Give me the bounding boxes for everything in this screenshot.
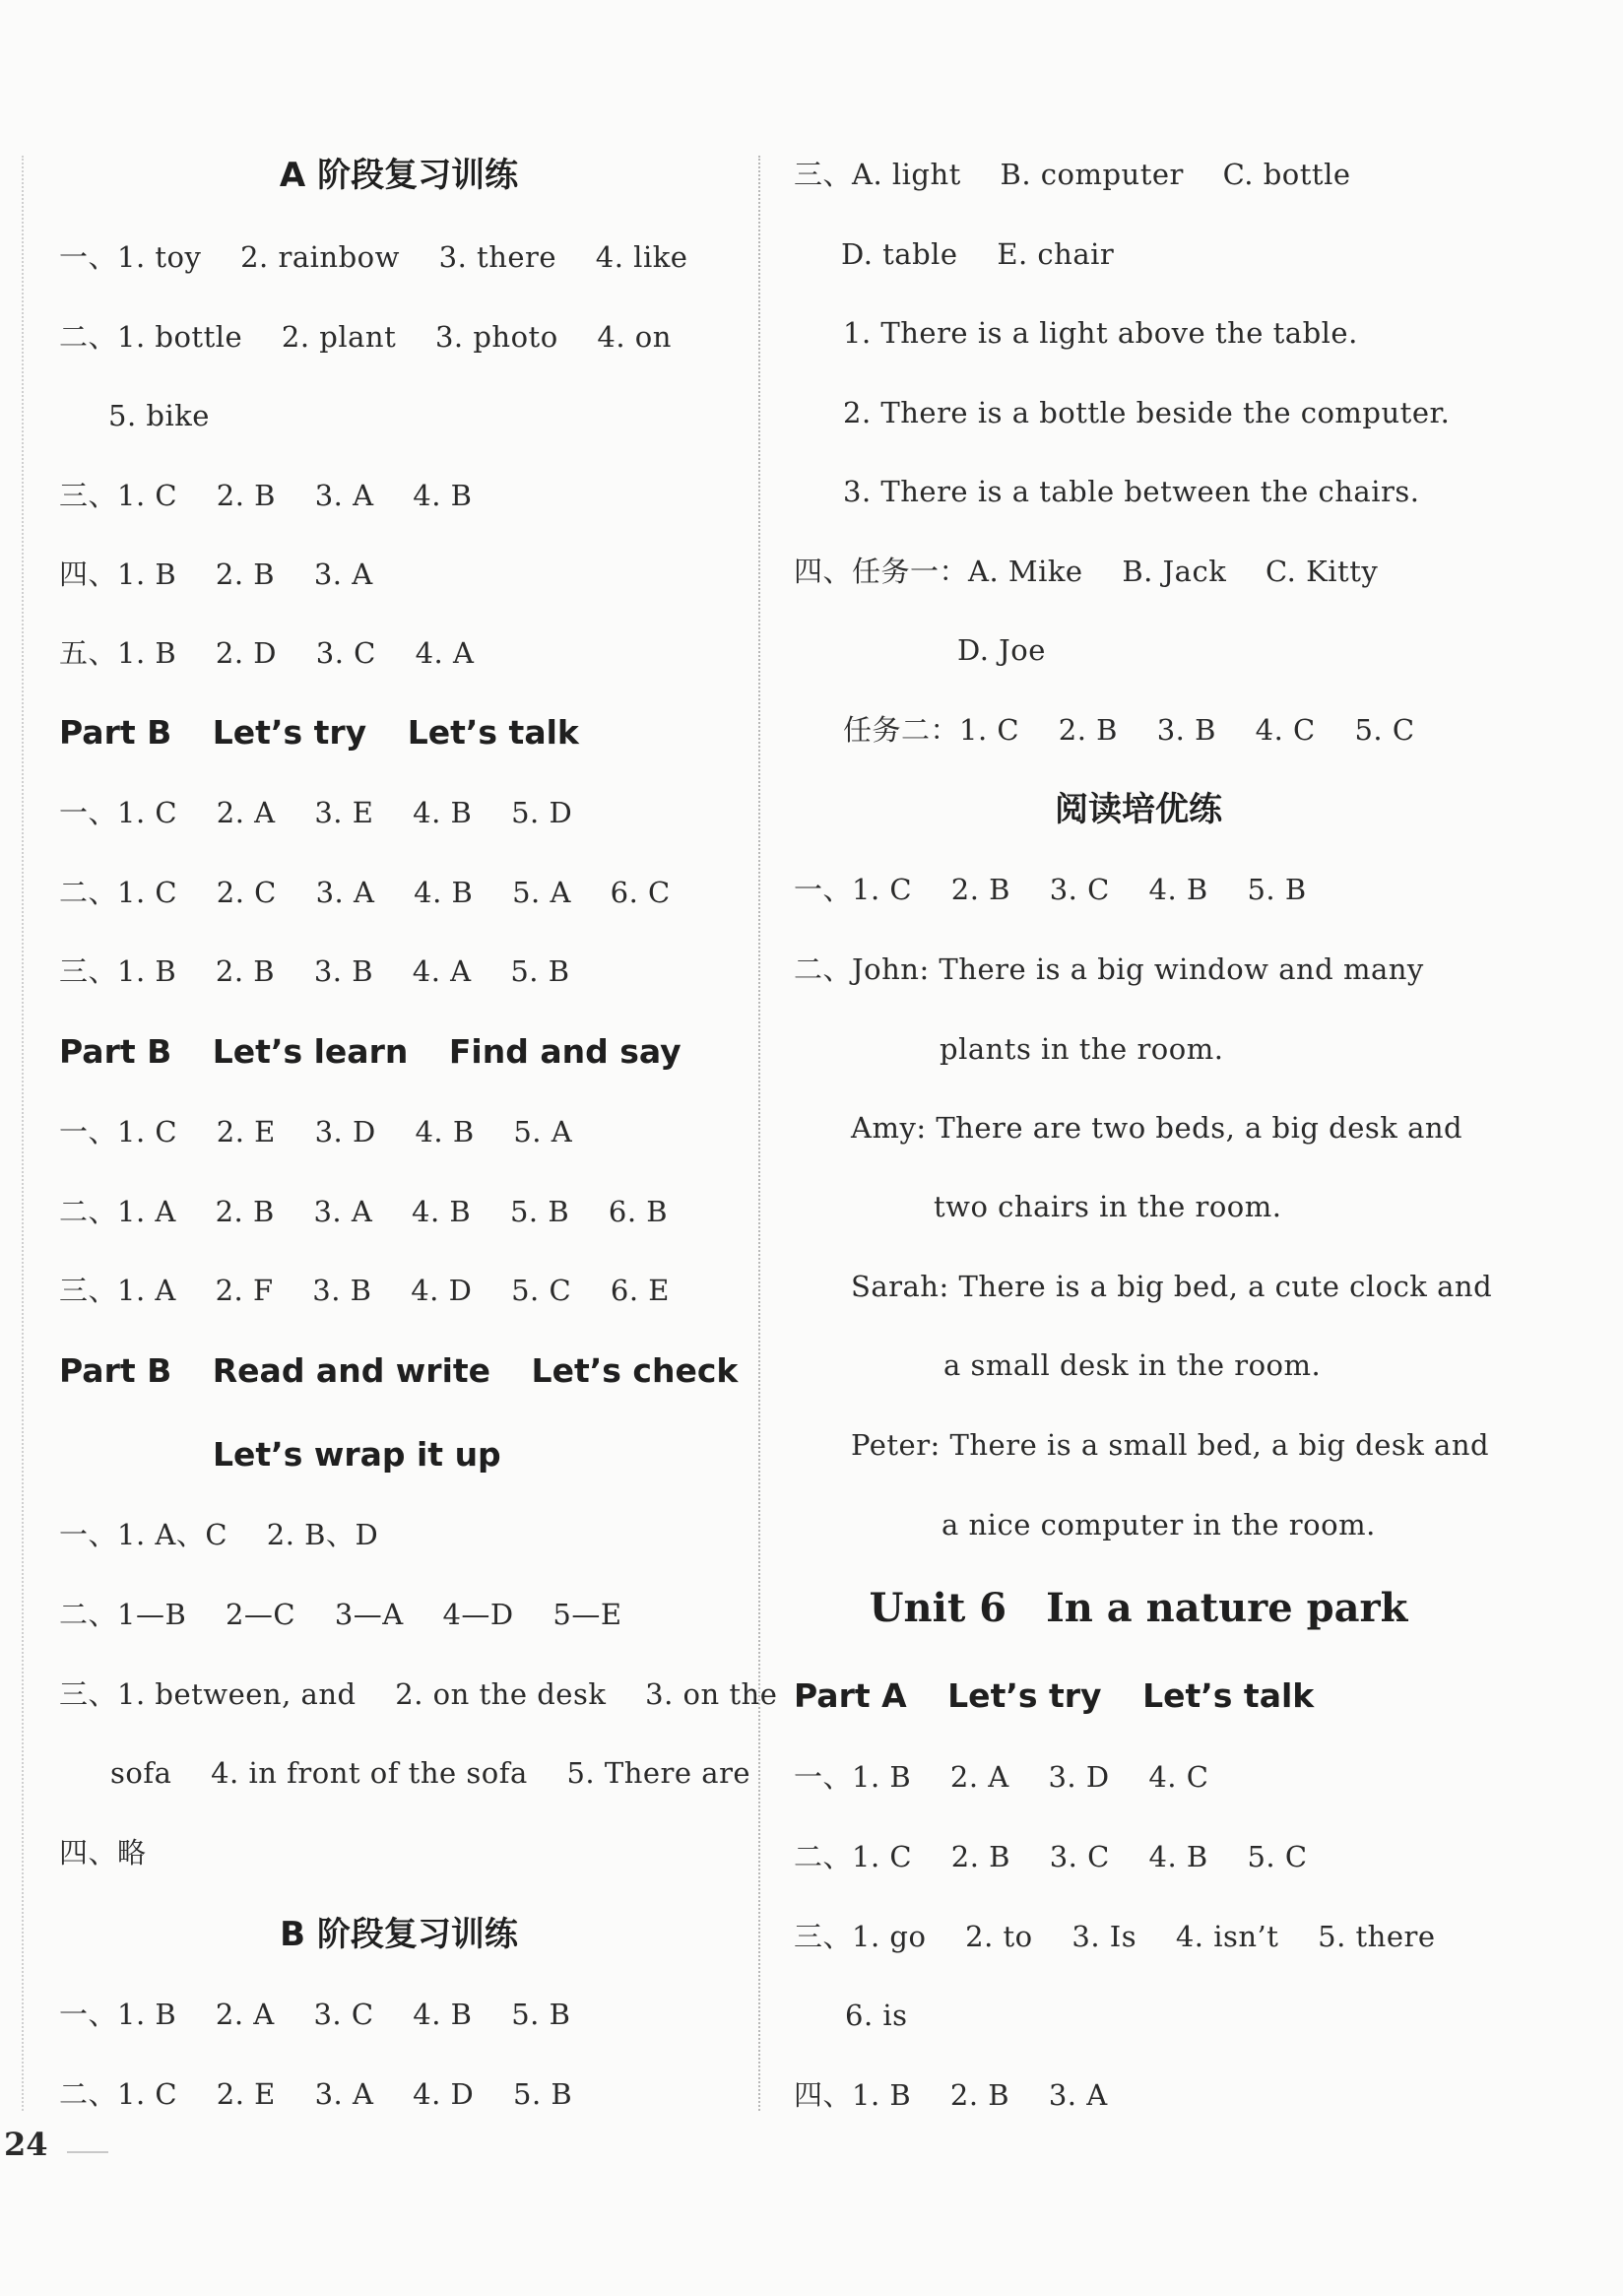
- answer-item: 4. A: [412, 954, 472, 988]
- heading-part: Part A: [794, 1676, 907, 1715]
- answer-item: 2. B: [215, 954, 276, 988]
- answer-item: 4. B: [414, 876, 474, 909]
- answer-line: [794, 1752, 1208, 1802]
- answer-item: 3. B: [312, 1274, 372, 1307]
- answer-item: 3. C: [313, 1998, 374, 2031]
- answer-item: 三、1. B: [59, 954, 177, 988]
- answer-line: [794, 1832, 1308, 1881]
- answer-item: 4. B: [1148, 873, 1208, 906]
- heading-part: Let’s talk: [1142, 1676, 1315, 1715]
- answer-item: 4. B: [413, 1998, 473, 2031]
- answer-line: [794, 1912, 1436, 1961]
- answer-item: 3. A: [313, 558, 373, 591]
- answer-item: 5. There are: [566, 1756, 751, 1790]
- answer-line: [59, 2069, 572, 2119]
- answer-item: 三、1. between, and: [59, 1677, 357, 1711]
- answer-item: 2. B: [215, 558, 276, 591]
- answer-line: 四、略: [59, 1836, 147, 1870]
- answer-item: 一、1. B: [794, 1760, 912, 1794]
- answer-line: [841, 230, 1114, 279]
- answer-item: 5. D: [511, 796, 573, 829]
- answer-item: 5—E: [552, 1598, 622, 1631]
- answer-item: 二、1. C: [59, 2077, 178, 2111]
- answer-line: 5. bike: [108, 399, 210, 432]
- heading-part: Part B: [59, 713, 172, 752]
- answer-item: 3. D: [314, 1115, 376, 1148]
- answer-line: [59, 1266, 670, 1315]
- answer-item: 5. C: [511, 1274, 572, 1307]
- heading-part: Find and say: [448, 1032, 682, 1071]
- answer-item: 3. A: [315, 876, 375, 909]
- section-heading: [794, 1669, 1314, 1724]
- heading-part: Read and write: [212, 1351, 491, 1390]
- answer-item: 二、1. bottle: [59, 320, 243, 354]
- section-heading-continued: Let’s wrap it up: [213, 1435, 501, 1474]
- answer-item: 2. C: [216, 876, 277, 909]
- answer-item: 4. B: [412, 1195, 472, 1228]
- answer-item: 2. B: [1058, 713, 1118, 747]
- answer-item: B. computer: [1000, 158, 1184, 191]
- answer-item: 4. isn’t: [1175, 1920, 1279, 1953]
- answer-line: [59, 947, 570, 996]
- answer-item: 3. A: [314, 479, 374, 512]
- answer-item: 3. B: [1156, 713, 1216, 747]
- answer-line: Sarah: There is a big bed, a cute clock and: [851, 1270, 1493, 1303]
- heading-part: Let’s try: [212, 713, 367, 752]
- section-heading: [59, 705, 579, 760]
- answer-item: 一、1. toy: [59, 240, 202, 274]
- heading-part: Let’s talk: [407, 713, 579, 752]
- answer-item: C. Kitty: [1266, 555, 1379, 588]
- answer-item: 5. B: [513, 2077, 573, 2111]
- answer-item: 3. E: [314, 796, 374, 829]
- answer-item: 4. B: [413, 796, 473, 829]
- answer-item: 5. C: [1247, 1840, 1308, 1873]
- section-title-reading: 阅读培优练: [1055, 790, 1222, 829]
- answer-line: [59, 550, 373, 599]
- answer-line: 3. There is a table between the chairs.: [843, 475, 1420, 508]
- answer-item: 4. like: [595, 240, 688, 274]
- answer-item: 二、1. C: [794, 1840, 913, 1873]
- heading-part: Let’s try: [947, 1676, 1102, 1715]
- answer-item: 三、1. go: [794, 1920, 927, 1953]
- section-title-a-review: A 阶段复习训练: [279, 156, 519, 195]
- answer-item: 二、1. C: [59, 876, 178, 909]
- answer-item: 4. in front of the sofa: [211, 1756, 528, 1790]
- answer-item: 2—C: [225, 1598, 296, 1631]
- answer-item: 2. D: [215, 636, 278, 670]
- answer-item: 3. C: [315, 636, 376, 670]
- answer-item: 3. photo: [434, 320, 558, 354]
- answer-item: 4. C: [1148, 1760, 1209, 1794]
- answer-item: 6. C: [610, 876, 671, 909]
- answer-item: 2. B: [950, 873, 1010, 906]
- answer-item: 三、1. C: [59, 479, 178, 512]
- answer-item: 3. there: [438, 240, 557, 274]
- answer-item: 4. D: [413, 2077, 475, 2111]
- answer-item: 3. C: [1049, 873, 1110, 906]
- answer-item: 3. A: [1048, 2078, 1108, 2112]
- answer-line: plants in the room.: [940, 1032, 1224, 1066]
- answer-item: 2. A: [949, 1760, 1009, 1794]
- answer-line: [794, 547, 1378, 596]
- answer-line: [794, 150, 1351, 199]
- answer-item: 2. on the desk: [395, 1677, 607, 1711]
- answer-item: E. chair: [997, 237, 1115, 271]
- page-number: 24: [4, 2126, 48, 2163]
- margin-rule: [22, 156, 24, 2111]
- answer-line: 2. There is a bottle beside the computer.: [843, 396, 1451, 429]
- answer-item: 5. B: [511, 1998, 571, 2031]
- answer-item: 2. F: [215, 1274, 274, 1307]
- answer-line: a small desk in the room.: [943, 1348, 1322, 1382]
- answer-item: 3. B: [313, 954, 374, 988]
- answer-item: 3. C: [1049, 1840, 1110, 1873]
- answer-line: [843, 705, 1415, 754]
- answer-item: 任务二：1. C: [843, 713, 1020, 747]
- answer-item: 四、1. B: [59, 558, 177, 591]
- answer-item: 四、任务一：A. Mike: [794, 555, 1083, 588]
- answer-line: [59, 1590, 622, 1639]
- answer-item: 5. B: [1247, 873, 1307, 906]
- answer-line: [59, 471, 472, 520]
- answer-item: 2. B: [949, 2078, 1010, 2112]
- answer-line: a nice computer in the room.: [941, 1508, 1376, 1542]
- answer-line: 6. is: [845, 1999, 908, 2032]
- answer-item: 3. A: [314, 2077, 374, 2111]
- answer-item: 2. A: [215, 1998, 275, 2031]
- answer-item: 2. B: [950, 1840, 1010, 1873]
- answer-item: 2. E: [216, 1115, 276, 1148]
- heading-part: Let’s learn: [212, 1032, 409, 1071]
- answer-line: [59, 628, 474, 678]
- answer-item: 二、1. A: [59, 1195, 176, 1228]
- answer-item: 4. on: [597, 320, 672, 354]
- answer-item: 2. plant: [281, 320, 397, 354]
- answer-item: 2. rainbow: [240, 240, 400, 274]
- answer-item: 一、1. B: [59, 1998, 177, 2031]
- answer-item: 6. B: [608, 1195, 669, 1228]
- answer-item: 3. D: [1048, 1760, 1110, 1794]
- answer-item: 2. to: [965, 1920, 1033, 1953]
- answer-item: 4. D: [411, 1274, 473, 1307]
- answer-line: [59, 1990, 570, 2039]
- answer-item: 4. A: [415, 636, 475, 670]
- section-heading: [59, 1344, 738, 1399]
- answer-item: 3. Is: [1071, 1920, 1137, 1953]
- answer-item: 4. C: [1255, 713, 1316, 747]
- answer-item: 2. E: [216, 2077, 276, 2111]
- heading-part: Part B: [59, 1032, 172, 1071]
- answer-line: [59, 1670, 777, 1719]
- answer-line: [59, 1510, 378, 1559]
- answer-item: 五、1. B: [59, 636, 177, 670]
- answer-item: 四、1. B: [794, 2078, 912, 2112]
- answer-item: B. Jack: [1122, 555, 1227, 588]
- answer-item: 二、1—B: [59, 1598, 187, 1631]
- answer-item: 一、1. C: [794, 873, 913, 906]
- answer-item: C. bottle: [1222, 158, 1351, 191]
- answer-item: 3. A: [313, 1195, 373, 1228]
- answer-line: [110, 1748, 750, 1798]
- answer-item: 4—D: [442, 1598, 514, 1631]
- answer-item: 一、1. A、C: [59, 1518, 228, 1551]
- answer-item: 2. B: [216, 479, 276, 512]
- section-heading: [59, 1024, 682, 1080]
- answer-item: 5. A: [512, 876, 571, 909]
- answer-item: 2. B: [215, 1195, 275, 1228]
- answer-line: 二、John: There is a big window and many: [794, 952, 1424, 986]
- section-title-b-review: B 阶段复习训练: [280, 1915, 518, 1954]
- answer-line: [59, 312, 672, 361]
- answer-item: 2. A: [216, 796, 276, 829]
- answer-line: two chairs in the room.: [934, 1190, 1282, 1223]
- answer-line: [59, 788, 572, 837]
- answer-item: 3. on the: [645, 1677, 778, 1711]
- heading-part: Part B: [59, 1351, 172, 1390]
- heading-part: Let’s check: [531, 1351, 739, 1390]
- answer-item: 5. there: [1318, 1920, 1436, 1953]
- answer-line: D. Joe: [957, 633, 1046, 667]
- answer-line: 1. There is a light above the table.: [843, 316, 1358, 350]
- answer-line: [59, 232, 687, 282]
- answer-line: Peter: There is a small bed, a big desk and: [851, 1428, 1490, 1462]
- column-divider: [758, 156, 760, 2111]
- answer-item: 一、1. C: [59, 1115, 178, 1148]
- answer-line: [59, 1187, 668, 1236]
- answer-item: 2. B、D: [266, 1518, 379, 1551]
- answer-item: 4. B: [1148, 1840, 1208, 1873]
- answer-item: 三、1. A: [59, 1274, 176, 1307]
- page-number-rule: [67, 2151, 108, 2153]
- answer-item: 3—A: [334, 1598, 404, 1631]
- answer-item: 5. B: [509, 1195, 570, 1228]
- answer-item: 6. E: [610, 1274, 670, 1307]
- answer-line: [794, 2070, 1108, 2120]
- answer-line: [59, 1107, 572, 1156]
- answer-item: 5. C: [1354, 713, 1415, 747]
- unit-title: Unit 6 In a nature park: [869, 1585, 1408, 1631]
- answer-item: 4. B: [415, 1115, 475, 1148]
- answer-line: [59, 868, 671, 917]
- answer-item: D. table: [841, 237, 958, 271]
- answer-line: [794, 865, 1307, 914]
- answer-item: 三、A. light: [794, 158, 961, 191]
- answer-item: sofa: [110, 1756, 172, 1790]
- answer-item: 5. A: [513, 1115, 573, 1148]
- answer-item: 一、1. C: [59, 796, 178, 829]
- answer-item: 5. B: [510, 954, 570, 988]
- answer-item: 4. B: [413, 479, 473, 512]
- answer-line: Amy: There are two beds, a big desk and: [851, 1111, 1463, 1145]
